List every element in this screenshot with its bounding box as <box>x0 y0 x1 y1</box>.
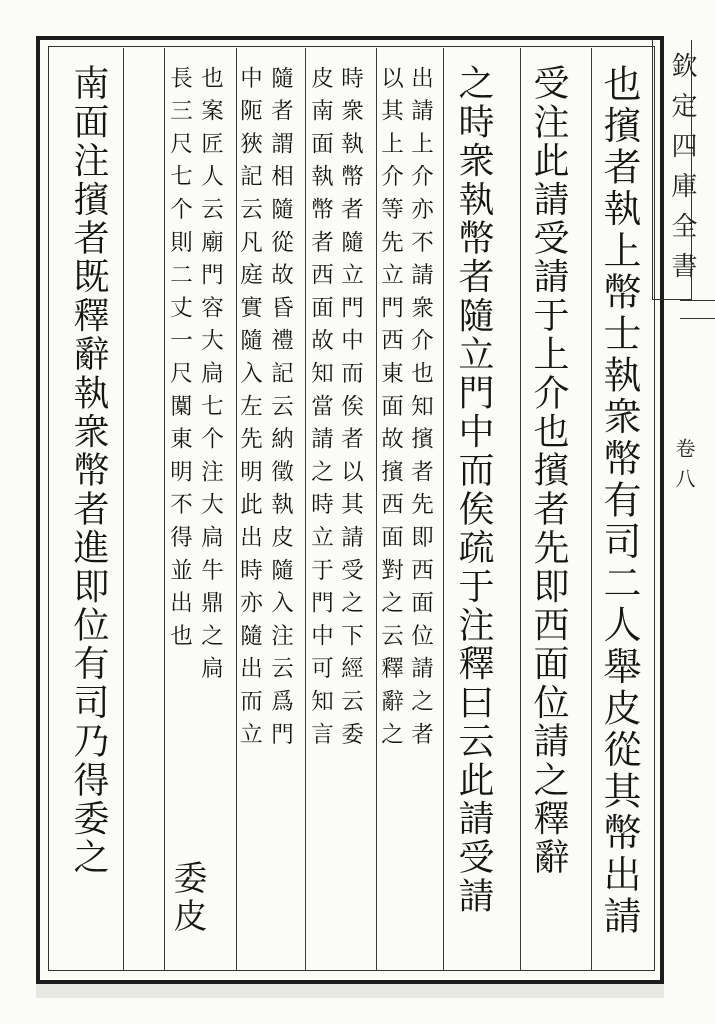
text-column-3: 之時衆執幣者隨立門中而俟疏于注釋曰云此請受請 <box>453 64 494 916</box>
column-rule <box>123 48 124 970</box>
column-rule <box>164 48 165 970</box>
column-end-text: 委皮 <box>167 860 207 936</box>
text-column-10: 也案匠人云廟門容大扃七个注大扃牛鼎之扃 <box>197 66 224 690</box>
volume-label: 卷八 <box>672 438 696 498</box>
text-column-6: 時衆執幣者隨立門中而俟者以其請受之下經云委 <box>337 66 364 755</box>
edge-rule-bottom <box>680 318 715 319</box>
column-rule <box>591 48 592 970</box>
text-column-8: 隨者謂相隨從故昏禮記云納徵執皮隨入注云爲門 <box>267 66 294 755</box>
text-column-7: 皮南面執幣者西面故知當請之時立于門中可知言 <box>307 66 334 755</box>
text-column-4: 出請上介亦不請衆介也知擯者先即西面位請之者 <box>407 66 434 755</box>
book-title: 欽定四庫全書 <box>667 52 697 292</box>
column-rule <box>376 48 377 970</box>
edge-rule-top <box>680 300 715 301</box>
column-rule <box>443 48 444 970</box>
column-rule <box>305 48 306 970</box>
text-column-11: 長三尺七个則二丈一尺闑東明不得並出也 <box>166 66 193 657</box>
column-rule <box>520 48 521 970</box>
text-column-5: 以其上介等先立門西東面故擯西面對之云釋辭之 <box>377 66 404 755</box>
text-column-2: 受注此請受請于上介也擯者先即西面位請之釋辭 <box>528 64 569 877</box>
text-column-9: 中阨狹記云凡庭實隨入左先明此出時亦隨出而立 <box>236 66 263 755</box>
text-column-1: 也擯者執上幣士執衆幣有司二人舉皮從其幣出請 <box>597 64 641 938</box>
text-column-12: 南面注擯者既釋辭執衆幣者進即位有司乃得委之 <box>68 64 109 877</box>
page-bottom-margin <box>36 984 664 998</box>
